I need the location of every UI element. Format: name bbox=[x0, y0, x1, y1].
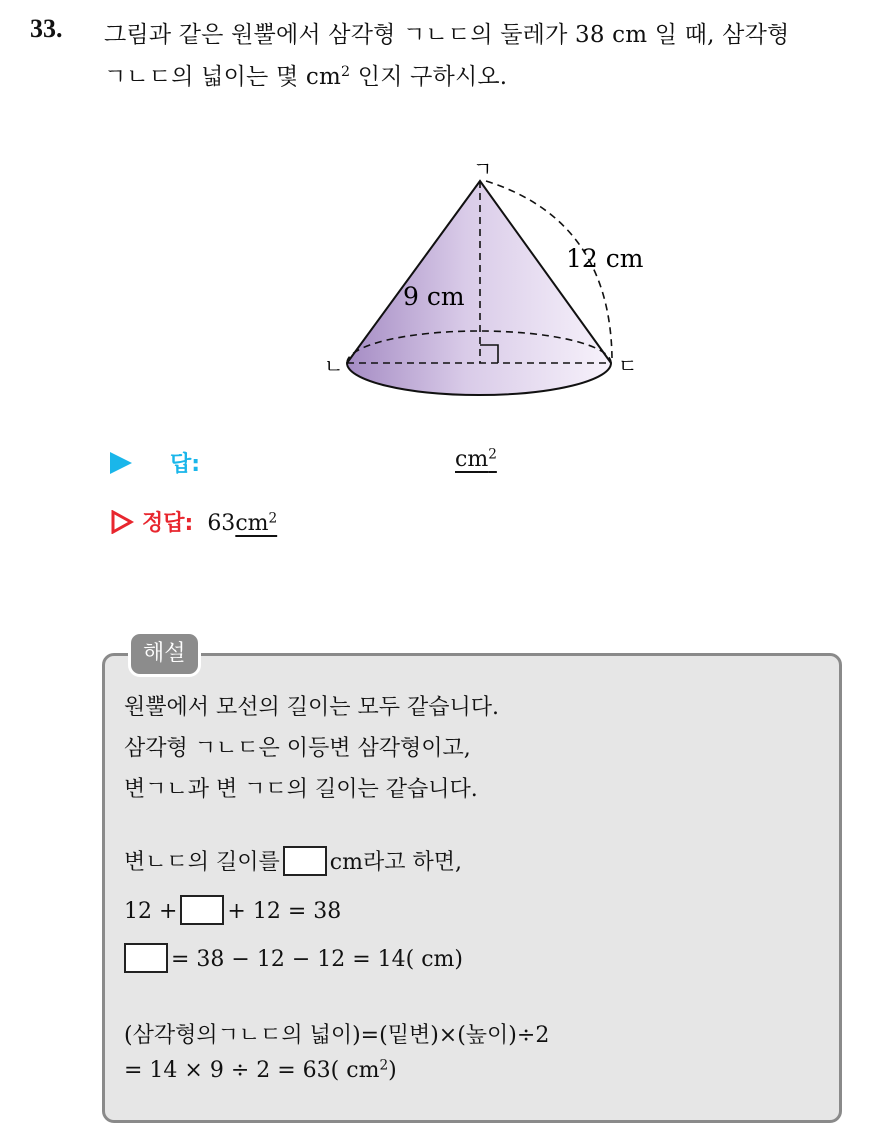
blank-box bbox=[283, 846, 327, 876]
correct-unit: $cm^2$ bbox=[235, 510, 278, 536]
question-line-2 bbox=[104, 58, 507, 91]
answer-label: 답: bbox=[170, 452, 201, 477]
question-line-1: 그림과 같은 원뿔에서 삼각형 ㄱㄴㄷ의 둘레가 38 cm 일 때, 삼각형 bbox=[104, 22, 790, 48]
left-vertex-label: ㄴ bbox=[324, 354, 344, 378]
cone-figure bbox=[320, 150, 660, 410]
solution-line-7: (삼각형의ㄱㄴㄷ의 넓이)=(밑변)×(높이)÷2 bbox=[124, 1023, 550, 1048]
slant-label: 12 cm bbox=[566, 244, 644, 273]
right-vertex-label: ㄷ bbox=[618, 354, 638, 378]
blank-box bbox=[180, 895, 224, 925]
solution-line-5: 12 + + 12 = 38 bbox=[124, 895, 341, 925]
solution-box bbox=[102, 653, 842, 1123]
answer-unit: $cm^2$ bbox=[455, 446, 497, 472]
solution-line-3: 변ㄱㄴ과 변 ㄱㄷ의 길이는 같습니다. bbox=[124, 777, 478, 802]
correct-value: 63 bbox=[207, 511, 236, 536]
question-text-end: 인지 구하시오. bbox=[350, 64, 508, 90]
apex-label: ㄱ bbox=[473, 157, 493, 181]
answer-row bbox=[110, 447, 200, 478]
correct-answer-row bbox=[110, 506, 277, 537]
solution-line-2: 삼각형 ㄱㄴㄷ은 이등변 삼각형이고, bbox=[124, 736, 471, 761]
question-number: 33. bbox=[30, 14, 63, 43]
solution-line-8: = 14 × 9 ÷ 2 = 63( $cm^2$) bbox=[124, 1057, 397, 1083]
solution-line-4: 변ㄴㄷ의 길이를 cm라고 하면, bbox=[124, 845, 462, 876]
blank-box bbox=[124, 943, 168, 973]
correct-label: 정답: bbox=[142, 511, 194, 536]
question-unit: $cm^2$ bbox=[305, 64, 351, 90]
question-text: ㄱㄴㄷ의 넓이는 몇 bbox=[104, 64, 306, 90]
solution-line-1: 원뿔에서 모선의 길이는 모두 같습니다. bbox=[124, 695, 499, 720]
solution-line-6: = 38 − 12 − 12 = 14( cm) bbox=[124, 943, 463, 973]
play-icon bbox=[110, 452, 132, 474]
solution-tag: 해설 bbox=[128, 631, 201, 677]
play-outline-icon bbox=[110, 510, 134, 534]
height-label: 9 cm bbox=[403, 282, 465, 311]
